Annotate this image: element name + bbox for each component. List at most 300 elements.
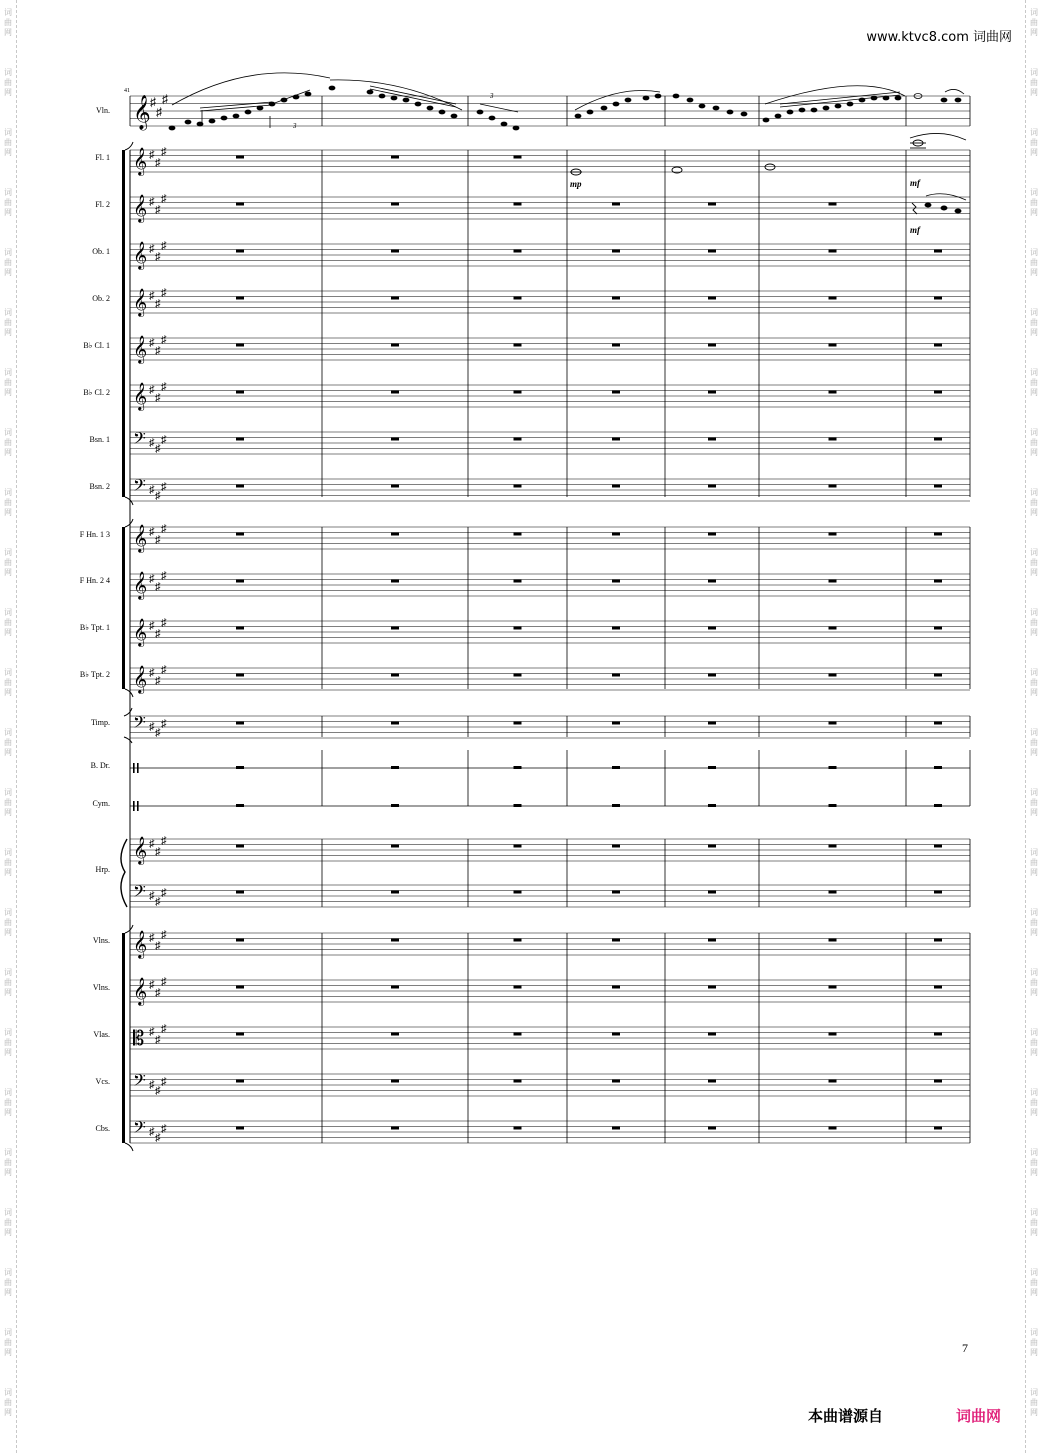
solo-violin-label: Vln. xyxy=(96,106,110,115)
whole-rest xyxy=(829,986,837,989)
staff-label-clarinet-2: B♭ Cl. 2 xyxy=(83,388,110,397)
whole-rest xyxy=(612,438,620,441)
whole-rest xyxy=(829,203,837,206)
svg-text:♯: ♯ xyxy=(155,443,161,455)
whole-rest xyxy=(391,485,399,488)
whole-rest xyxy=(514,766,522,769)
whole-rest xyxy=(708,986,716,989)
whole-rest xyxy=(612,344,620,347)
svg-text:𝄞: 𝄞 xyxy=(133,571,148,599)
watermark-text: 词 曲 网 xyxy=(1030,728,1038,757)
whole-rest xyxy=(391,391,399,394)
system-bracket xyxy=(122,933,125,1143)
whole-rest xyxy=(514,891,522,894)
watermark-text: 词 曲 网 xyxy=(4,428,12,457)
whole-rest xyxy=(829,438,837,441)
whole-rest xyxy=(236,1127,244,1130)
whole-rest xyxy=(708,344,716,347)
watermark-text: 词 曲 网 xyxy=(1030,8,1038,37)
watermark-text: 词 曲 网 xyxy=(4,1328,12,1357)
whole-rest xyxy=(934,722,942,725)
harp-brace xyxy=(121,839,127,907)
watermark-text: 词 曲 网 xyxy=(1030,548,1038,577)
whole-rest xyxy=(829,891,837,894)
whole-rest xyxy=(391,533,399,536)
whole-rest xyxy=(514,939,522,942)
whole-rest xyxy=(236,1080,244,1083)
whole-rest xyxy=(391,674,399,677)
svg-text:♯: ♯ xyxy=(149,484,155,496)
svg-text:♯: ♯ xyxy=(161,287,167,299)
whole-rest xyxy=(934,766,942,769)
staff-label-violas: Vlas. xyxy=(93,1030,110,1039)
whole-rest xyxy=(236,203,244,206)
whole-rest xyxy=(236,804,244,807)
watermark-text: 词 曲 网 xyxy=(4,548,12,577)
svg-text:♯: ♯ xyxy=(155,1034,161,1046)
watermark-text: 词 曲 网 xyxy=(1030,128,1038,157)
whole-rest xyxy=(829,344,837,347)
watermark-text: 词 曲 网 xyxy=(1030,68,1038,97)
whole-rest xyxy=(612,1127,620,1130)
whole-rest xyxy=(514,986,522,989)
whole-rest xyxy=(514,344,522,347)
whole-rest xyxy=(391,939,399,942)
whole-rest xyxy=(236,766,244,769)
watermark-text: 词 曲 网 xyxy=(4,188,12,217)
whole-rest xyxy=(391,804,399,807)
whole-rest xyxy=(391,627,399,630)
staff-label-trumpet-1: B♭ Tpt. 1 xyxy=(79,623,110,632)
watermark-text: 词 曲 网 xyxy=(4,1088,12,1117)
whole-rest xyxy=(391,344,399,347)
dynamic-mp: mp xyxy=(570,179,582,189)
staff-label-flute-1: Fl. 1 xyxy=(95,153,110,162)
whole-rest xyxy=(236,939,244,942)
svg-text:𝄞: 𝄞 xyxy=(133,665,148,693)
whole-rest xyxy=(934,344,942,347)
svg-text:𝄞: 𝄞 xyxy=(133,335,148,363)
watermark-text: 词 曲 网 xyxy=(4,608,12,637)
whole-rest xyxy=(708,485,716,488)
watermark-text: 词 曲 网 xyxy=(1030,788,1038,817)
svg-text:𝄞: 𝄞 xyxy=(133,977,148,1005)
svg-text:♯: ♯ xyxy=(155,157,161,169)
whole-rest xyxy=(708,939,716,942)
svg-text:♯: ♯ xyxy=(149,526,155,538)
staff-label-cymbal: Cym. xyxy=(92,799,110,808)
whole-rest xyxy=(514,722,522,725)
svg-text:♯: ♯ xyxy=(155,392,161,404)
whole-rest xyxy=(829,722,837,725)
svg-text:𝄞: 𝄞 xyxy=(133,382,148,410)
svg-text:♯: ♯ xyxy=(149,149,155,161)
svg-text:♯: ♯ xyxy=(155,628,161,640)
whole-rest xyxy=(829,1080,837,1083)
whole-rest xyxy=(391,438,399,441)
svg-text:♯: ♯ xyxy=(161,664,167,676)
svg-text:♯: ♯ xyxy=(156,105,162,119)
header-url: www.ktvc8.com 词曲网 xyxy=(866,30,1012,45)
whole-rest xyxy=(829,845,837,848)
whole-rest xyxy=(708,845,716,848)
staff-label-violins-2: Vlns. xyxy=(92,983,110,992)
svg-text:𝄞: 𝄞 xyxy=(133,194,148,222)
staff-label-flute-2: Fl. 2 xyxy=(95,200,110,209)
whole-rest xyxy=(236,580,244,583)
whole-rest xyxy=(612,627,620,630)
svg-text:♯: ♯ xyxy=(155,1132,161,1144)
whole-rest xyxy=(934,627,942,630)
svg-text:♯: ♯ xyxy=(161,929,167,941)
whole-rest xyxy=(514,627,522,630)
svg-text:♯: ♯ xyxy=(161,570,167,582)
whole-rest xyxy=(236,1033,244,1036)
whole-rest xyxy=(708,627,716,630)
whole-rest xyxy=(391,203,399,206)
svg-text:𝄞: 𝄞 xyxy=(133,930,148,958)
watermark-text: 词 曲 网 xyxy=(1030,1328,1038,1357)
whole-rest xyxy=(236,533,244,536)
whole-rest xyxy=(708,1127,716,1130)
whole-rest xyxy=(708,438,716,441)
whole-rest xyxy=(514,391,522,394)
svg-text:♯: ♯ xyxy=(149,838,155,850)
whole-rest xyxy=(391,156,399,159)
whole-rest xyxy=(514,156,522,159)
watermark-text: 词 曲 网 xyxy=(4,1208,12,1237)
solo-tuplet-3-b: 3 xyxy=(490,92,494,100)
svg-text:♯: ♯ xyxy=(149,243,155,255)
whole-rest xyxy=(514,1033,522,1036)
whole-rest xyxy=(612,250,620,253)
svg-text:𝄢: 𝄢 xyxy=(133,1117,146,1141)
whole-rest xyxy=(934,939,942,942)
svg-text:♯: ♯ xyxy=(149,437,155,449)
svg-text:𝄢: 𝄢 xyxy=(133,475,146,499)
whole-rest xyxy=(934,986,942,989)
svg-text:𝄢: 𝄢 xyxy=(133,428,146,452)
whole-rest xyxy=(612,1033,620,1036)
watermark-text: 词 曲 网 xyxy=(4,8,12,37)
svg-text:♯: ♯ xyxy=(155,675,161,687)
svg-text:♯: ♯ xyxy=(161,617,167,629)
staff-label-violins-1: Vlns. xyxy=(92,936,110,945)
svg-text:♯: ♯ xyxy=(155,846,161,858)
watermark-text: 词 曲 网 xyxy=(1030,428,1038,457)
staff-lines xyxy=(130,96,970,1143)
whole-rest xyxy=(514,485,522,488)
watermark-text: 词 曲 网 xyxy=(4,1148,12,1177)
watermark-text: 词 曲 网 xyxy=(4,488,12,517)
watermark-text: 词 曲 网 xyxy=(1030,608,1038,637)
whole-rest xyxy=(236,344,244,347)
whole-rest xyxy=(514,438,522,441)
staff-label-basses: Cbs. xyxy=(95,1124,110,1133)
whole-rest xyxy=(612,986,620,989)
svg-text:♯: ♯ xyxy=(161,887,167,899)
whole-rest xyxy=(236,674,244,677)
svg-text:♯: ♯ xyxy=(161,434,167,446)
whole-rest xyxy=(829,1127,837,1130)
svg-text:𝄞: 𝄞 xyxy=(133,147,148,175)
system-bracket xyxy=(122,527,125,689)
whole-rest xyxy=(236,722,244,725)
svg-text:𝄞: 𝄞 xyxy=(133,836,148,864)
whole-rest xyxy=(934,891,942,894)
whole-rest xyxy=(391,845,399,848)
whole-rest xyxy=(612,1080,620,1083)
svg-text:♯: ♯ xyxy=(155,987,161,999)
svg-text:𝄞: 𝄞 xyxy=(133,524,148,552)
watermark-text: 词 曲 网 xyxy=(4,308,12,337)
watermark-text: 词 曲 网 xyxy=(4,1388,12,1417)
whole-rest xyxy=(612,766,620,769)
staff-label-oboe-1: Ob. 1 xyxy=(92,247,110,256)
clefs-and-keys xyxy=(133,92,168,1144)
whole-rest xyxy=(612,804,620,807)
whole-rest xyxy=(829,250,837,253)
watermark-text: 词 曲 网 xyxy=(1030,308,1038,337)
footer-source-text: 本曲谱源自 xyxy=(808,1407,884,1425)
staff-label-cellos: Vcs. xyxy=(95,1077,110,1086)
whole-rest xyxy=(514,297,522,300)
svg-text:♯: ♯ xyxy=(155,896,161,908)
svg-text:♯: ♯ xyxy=(149,1079,155,1091)
svg-text:𝄢: 𝄢 xyxy=(133,712,146,736)
whole-rest xyxy=(829,674,837,677)
whole-rest xyxy=(934,1127,942,1130)
whole-rest xyxy=(934,1033,942,1036)
watermark-text: 词 曲 网 xyxy=(1030,1148,1038,1177)
watermark-text: 词 曲 网 xyxy=(4,68,12,97)
whole-rest xyxy=(514,250,522,253)
whole-rest xyxy=(934,580,942,583)
whole-rest xyxy=(391,1127,399,1130)
svg-text:♯: ♯ xyxy=(149,573,155,585)
svg-text:♯: ♯ xyxy=(155,204,161,216)
start-measure-number: 41 xyxy=(124,88,130,94)
whole-rest xyxy=(934,804,942,807)
watermark-text: 词 曲 网 xyxy=(4,248,12,277)
svg-text:♯: ♯ xyxy=(155,940,161,952)
whole-rest xyxy=(829,391,837,394)
watermark-text: 词 曲 网 xyxy=(1030,188,1038,217)
svg-text:♯: ♯ xyxy=(161,1123,167,1135)
svg-text:♯: ♯ xyxy=(149,721,155,733)
svg-text:♯: ♯ xyxy=(155,1085,161,1097)
watermark-text: 词 曲 网 xyxy=(1030,968,1038,997)
svg-text:♯: ♯ xyxy=(155,581,161,593)
svg-text:♯: ♯ xyxy=(149,979,155,991)
watermark-text: 词 曲 网 xyxy=(4,968,12,997)
svg-text:♯: ♯ xyxy=(161,718,167,730)
solo-tuplet-3-a: 3 xyxy=(293,122,297,130)
svg-text:♯: ♯ xyxy=(149,1126,155,1138)
whole-rest xyxy=(612,485,620,488)
watermark-text: 词 曲 网 xyxy=(1030,668,1038,697)
svg-text:♯: ♯ xyxy=(155,345,161,357)
whole-rest xyxy=(514,203,522,206)
watermark-text: 词 曲 网 xyxy=(1030,1208,1038,1237)
whole-rest xyxy=(934,1080,942,1083)
whole-rests xyxy=(236,156,942,1130)
whole-rest xyxy=(612,297,620,300)
svg-text:𝄢: 𝄢 xyxy=(133,881,146,905)
staff-label-oboe-2: Ob. 2 xyxy=(92,294,110,303)
watermark-text: 词 曲 网 xyxy=(4,1028,12,1057)
whole-rest xyxy=(391,1080,399,1083)
svg-text:𝄞: 𝄞 xyxy=(133,241,148,269)
svg-text:♯: ♯ xyxy=(161,193,167,205)
whole-rest xyxy=(612,533,620,536)
whole-rest xyxy=(829,1033,837,1036)
whole-rest xyxy=(514,1080,522,1083)
svg-text:♯: ♯ xyxy=(149,890,155,902)
whole-rest xyxy=(612,391,620,394)
whole-rest xyxy=(829,804,837,807)
whole-rest xyxy=(708,674,716,677)
whole-rest xyxy=(708,203,716,206)
staff-label-bassoon-2: Bsn. 2 xyxy=(89,482,110,491)
staff-label-bass-drum: B. Dr. xyxy=(90,761,110,770)
watermark-text: 词 曲 网 xyxy=(1030,1388,1038,1417)
whole-rest xyxy=(391,580,399,583)
whole-rest xyxy=(708,533,716,536)
dynamic-mf-flute-1: mf xyxy=(910,178,920,188)
svg-text:♯: ♯ xyxy=(162,92,168,106)
whole-rest xyxy=(934,391,942,394)
barlines xyxy=(121,96,970,1151)
watermark-text: 词 曲 网 xyxy=(4,668,12,697)
whole-rest xyxy=(514,845,522,848)
watermark-text: 词 曲 网 xyxy=(1030,1028,1038,1057)
staff-label-trumpet-2: B♭ Tpt. 2 xyxy=(79,670,110,679)
whole-rest xyxy=(829,627,837,630)
svg-text:♯: ♯ xyxy=(161,1076,167,1088)
whole-rest xyxy=(708,250,716,253)
whole-rest xyxy=(934,845,942,848)
watermark-text: 词 曲 网 xyxy=(1030,368,1038,397)
flute-2-notes xyxy=(910,194,966,235)
whole-rest xyxy=(934,297,942,300)
system-bracket xyxy=(122,150,125,497)
svg-text:♯: ♯ xyxy=(155,490,161,502)
whole-rest xyxy=(829,580,837,583)
whole-rest xyxy=(236,391,244,394)
whole-rest xyxy=(612,580,620,583)
whole-rest xyxy=(829,485,837,488)
whole-rest xyxy=(236,986,244,989)
whole-rest xyxy=(934,485,942,488)
staff-label-bassoon-1: Bsn. 1 xyxy=(89,435,110,444)
svg-text:♯: ♯ xyxy=(161,1023,167,1035)
svg-text:♯: ♯ xyxy=(155,251,161,263)
svg-text:𝄢: 𝄢 xyxy=(133,1070,146,1094)
svg-text:♯: ♯ xyxy=(161,146,167,158)
whole-rest xyxy=(612,674,620,677)
whole-rest xyxy=(708,722,716,725)
whole-rest xyxy=(236,297,244,300)
svg-text:♯: ♯ xyxy=(161,976,167,988)
whole-rest xyxy=(514,804,522,807)
whole-rest xyxy=(708,297,716,300)
watermark-text: 词 曲 网 xyxy=(4,128,12,157)
whole-rest xyxy=(236,438,244,441)
whole-rest xyxy=(236,845,244,848)
svg-text:♯: ♯ xyxy=(161,523,167,535)
svg-text:𝄞: 𝄞 xyxy=(133,618,148,646)
solo-violin-notes xyxy=(169,73,964,130)
watermark-text: 词 曲 网 xyxy=(4,788,12,817)
svg-text:𝄞: 𝄞 xyxy=(133,95,151,130)
svg-text:𝄞: 𝄞 xyxy=(133,288,148,316)
svg-text:♯: ♯ xyxy=(149,384,155,396)
staff-label-horn-1-3: F Hn. 1 3 xyxy=(79,530,110,539)
svg-text:♯: ♯ xyxy=(149,620,155,632)
svg-text:♯: ♯ xyxy=(149,667,155,679)
whole-rest xyxy=(236,156,244,159)
whole-rest xyxy=(391,722,399,725)
svg-text:♯: ♯ xyxy=(150,95,156,109)
svg-text:♯: ♯ xyxy=(155,727,161,739)
whole-rest xyxy=(934,438,942,441)
whole-rest xyxy=(829,939,837,942)
svg-text:♯: ♯ xyxy=(149,932,155,944)
whole-rest xyxy=(934,674,942,677)
watermark-text: 词 曲 网 xyxy=(1030,488,1038,517)
footer-brand-link[interactable]: 词曲网 xyxy=(956,1407,1002,1425)
staff-label-timpani: Timp. xyxy=(90,718,110,727)
svg-text:♯: ♯ xyxy=(149,337,155,349)
svg-text:♯: ♯ xyxy=(161,481,167,493)
whole-rest xyxy=(829,297,837,300)
whole-rest xyxy=(934,250,942,253)
whole-rest xyxy=(708,804,716,807)
watermark-text: 词 曲 网 xyxy=(1030,1268,1038,1297)
watermark-text: 词 曲 网 xyxy=(4,728,12,757)
whole-rest xyxy=(236,891,244,894)
whole-rest xyxy=(391,891,399,894)
watermark-text: 词 曲 网 xyxy=(1030,848,1038,877)
dynamic-mf-flute-2: mf xyxy=(910,225,920,235)
whole-rest xyxy=(236,250,244,253)
svg-text:♯: ♯ xyxy=(149,196,155,208)
whole-rest xyxy=(708,766,716,769)
svg-text:♯: ♯ xyxy=(161,240,167,252)
whole-rest xyxy=(514,533,522,536)
svg-text:♯: ♯ xyxy=(155,298,161,310)
whole-rest xyxy=(612,891,620,894)
staff-label-clarinet-1: B♭ Cl. 1 xyxy=(83,341,110,350)
whole-rest xyxy=(236,485,244,488)
whole-rest xyxy=(612,203,620,206)
watermark-text: 词 曲 网 xyxy=(4,368,12,397)
whole-rest xyxy=(708,580,716,583)
whole-rest xyxy=(612,845,620,848)
whole-rest xyxy=(829,766,837,769)
whole-rest xyxy=(708,1080,716,1083)
svg-text:♯: ♯ xyxy=(149,1026,155,1038)
watermark-text: 词 曲 网 xyxy=(1030,1088,1038,1117)
staff-label-horn-2-4: F Hn. 2 4 xyxy=(79,576,110,585)
whole-rest xyxy=(612,722,620,725)
svg-text:♯: ♯ xyxy=(149,290,155,302)
whole-rest xyxy=(708,1033,716,1036)
whole-rest xyxy=(708,391,716,394)
whole-rest xyxy=(829,533,837,536)
whole-rest xyxy=(514,674,522,677)
